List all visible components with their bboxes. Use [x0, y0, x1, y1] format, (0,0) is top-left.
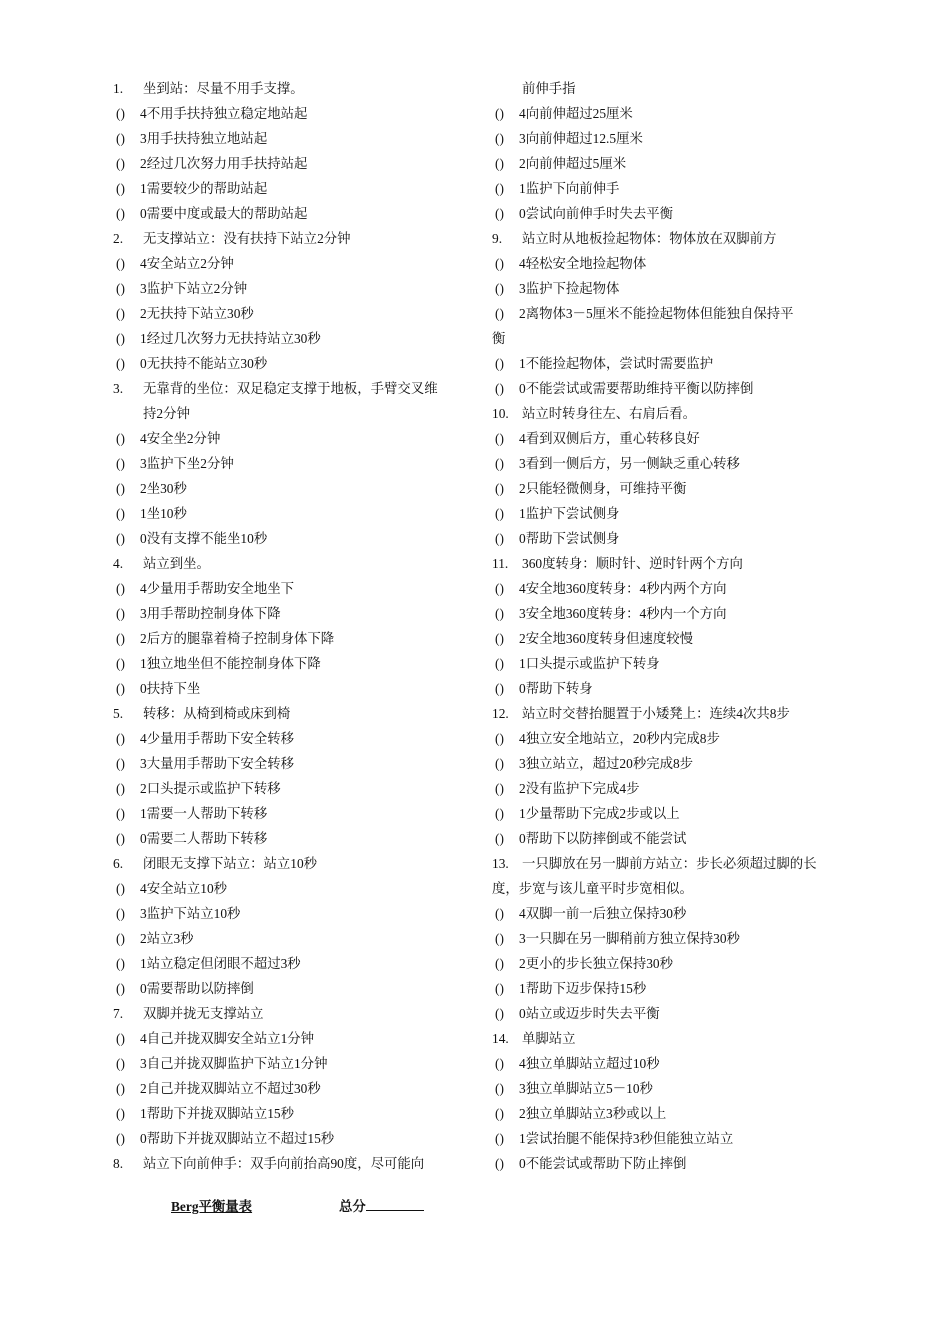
answer-option-text: 0不能尝试或需要帮助维持平衡以防摔倒 [519, 381, 754, 396]
answer-option [492, 826, 842, 851]
answer-checkbox[interactable] [495, 626, 519, 651]
answer-option [492, 451, 842, 476]
question-number: 7. [113, 1006, 124, 1021]
answer-option-text: 3监护下站立2分钟 [140, 281, 248, 296]
answer-checkbox[interactable] [116, 1076, 140, 1101]
answer-checkbox[interactable] [116, 901, 140, 926]
answer-option [492, 1101, 842, 1126]
answer-option-text: 2坐30秒 [140, 481, 187, 496]
answer-option-text: 2站立3秒 [140, 931, 194, 946]
answer-checkbox[interactable] [116, 751, 140, 776]
question-number: 14. [492, 1031, 509, 1046]
answer-checkbox[interactable] [495, 301, 519, 326]
question-text-continued: 前伸手指 [522, 81, 576, 96]
answer-option-text: 0帮助下转身 [519, 681, 593, 696]
answer-option [492, 376, 842, 401]
question-heading [113, 851, 473, 876]
answer-checkbox[interactable] [116, 826, 140, 851]
answer-option [113, 126, 473, 151]
answer-option-text: 1需要较少的帮助站起 [140, 181, 268, 196]
answer-option [492, 126, 842, 151]
answer-checkbox[interactable] [116, 776, 140, 801]
answer-checkbox[interactable] [116, 601, 140, 626]
answer-checkbox[interactable] [116, 301, 140, 326]
answer-checkbox[interactable] [116, 801, 140, 826]
answer-option-text: 4少量用手帮助安全地坐下 [140, 581, 294, 596]
answer-option-text: 4向前伸超过25厘米 [519, 106, 633, 121]
answer-option-text: 3用手扶持独立地站起 [140, 131, 268, 146]
question-text: 360度转身：顺时针、逆时针两个方向 [522, 556, 743, 571]
answer-option-text: 2没有监护下完成4步 [519, 781, 640, 796]
answer-option-text: 0站立或迈步时失去平衡 [519, 1006, 660, 1021]
answer-option [113, 251, 473, 276]
right-column [492, 76, 842, 1176]
answer-checkbox[interactable] [116, 626, 140, 651]
answer-option [492, 901, 842, 926]
answer-option [113, 326, 473, 351]
answer-option-text: 2后方的腿靠着椅子控制身体下降 [140, 631, 335, 646]
answer-option [113, 951, 473, 976]
answer-checkbox[interactable] [495, 1076, 519, 1101]
answer-option [492, 251, 842, 276]
answer-checkbox[interactable] [495, 151, 519, 176]
answer-option-text: 4独立单脚站立超过10秒 [519, 1056, 660, 1071]
answer-checkbox[interactable] [495, 901, 519, 926]
answer-checkbox[interactable] [495, 451, 519, 476]
answer-option-text: 0扶持下坐 [140, 681, 201, 696]
answer-checkbox[interactable] [495, 826, 519, 851]
answer-option [113, 276, 473, 301]
question-heading [492, 701, 842, 726]
answer-option [492, 751, 842, 776]
answer-checkbox[interactable] [116, 951, 140, 976]
answer-option [113, 876, 473, 901]
question-number: 3. [113, 381, 124, 396]
answer-option [492, 676, 842, 701]
answer-option [113, 476, 473, 501]
answer-checkbox[interactable] [495, 926, 519, 951]
answer-option-text: 3监护下捡起物体 [519, 281, 620, 296]
answer-option [113, 501, 473, 526]
question-number: 9. [492, 231, 503, 246]
answer-option [113, 926, 473, 951]
answer-option-text: 1帮助下并拢双脚站立15秒 [140, 1106, 294, 1121]
answer-checkbox[interactable] [116, 1126, 140, 1151]
question-text: 无靠背的坐位：双足稳定支撑于地板，手臂交叉维 [143, 381, 438, 396]
question-heading [492, 401, 842, 426]
answer-option-text: 3用手帮助控制身体下降 [140, 606, 281, 621]
answer-option [113, 1076, 473, 1101]
answer-option [492, 276, 842, 301]
answer-checkbox[interactable] [495, 501, 519, 526]
answer-checkbox[interactable] [495, 1001, 519, 1026]
answer-option-text: 3独立单脚站立5－10秒 [519, 1081, 653, 1096]
question-text: 坐到站：尽量不用手支撑。 [143, 81, 304, 96]
answer-option-text: 0帮助下以防摔倒或不能尝试 [519, 831, 687, 846]
answer-checkbox[interactable] [495, 1151, 519, 1176]
answer-option [113, 826, 473, 851]
answer-option [492, 726, 842, 751]
answer-option [492, 776, 842, 801]
answer-checkbox[interactable] [495, 601, 519, 626]
answer-option-text: 1监护下尝试侧身 [519, 506, 620, 521]
answer-checkbox[interactable] [116, 576, 140, 601]
answer-checkbox[interactable] [495, 351, 519, 376]
answer-option-text: 3一只脚在另一脚稍前方独立保持30秒 [519, 931, 740, 946]
answer-option [492, 976, 842, 1001]
question-number: 6. [113, 856, 124, 871]
question-text: 一只脚放在另一脚前方站立：步长必须超过脚的长 [522, 856, 817, 871]
answer-option [113, 351, 473, 376]
answer-checkbox[interactable] [116, 651, 140, 676]
answer-option-text: 1帮助下迈步保持15秒 [519, 981, 647, 996]
question-text: 站立时转身往左、右肩后看。 [522, 406, 697, 421]
answer-option [492, 1051, 842, 1076]
answer-option [113, 651, 473, 676]
answer-option-text: 0需要二人帮助下转移 [140, 831, 268, 846]
answer-option [113, 1101, 473, 1126]
question-number: 8. [113, 1156, 124, 1171]
text-continued: 衡 [492, 331, 506, 346]
total-score-blank [366, 1196, 424, 1211]
answer-option [113, 1126, 473, 1151]
answer-option-text: 4轻松安全地捡起物体 [519, 256, 647, 271]
answer-checkbox[interactable] [495, 776, 519, 801]
question-text: 转移：从椅到椅或床到椅 [143, 706, 291, 721]
question-text: 双脚并拢无支撑站立 [143, 1006, 264, 1021]
answer-checkbox[interactable] [495, 126, 519, 151]
answer-option [492, 951, 842, 976]
answer-option-text: 3独立站立，超过20秒完成8步 [519, 756, 694, 771]
answer-option-text: 2只能轻微侧身，可维持平衡 [519, 481, 687, 496]
answer-checkbox[interactable] [116, 926, 140, 951]
answer-checkbox[interactable] [495, 276, 519, 301]
answer-option-text: 1经过几次努力无扶持站立30秒 [140, 331, 321, 346]
answer-option-text: 3看到一侧后方，另一侧缺乏重心转移 [519, 456, 740, 471]
answer-checkbox[interactable] [495, 1101, 519, 1126]
answer-option [113, 451, 473, 476]
answer-checkbox[interactable] [116, 476, 140, 501]
answer-option-text: 1监护下向前伸手 [519, 181, 620, 196]
question-heading [492, 226, 842, 251]
question-number: 11. [492, 556, 509, 571]
answer-option [113, 426, 473, 451]
answer-option-text: 0需要中度或最大的帮助站起 [140, 206, 308, 221]
question-text: 站立下向前伸手：双手向前抬高90度，尽可能向 [143, 1156, 425, 1171]
answer-option-text: 2离物体3－5厘米不能捡起物体但能独自保持平 [519, 306, 794, 321]
question-number: 5. [113, 706, 124, 721]
answer-option [492, 176, 842, 201]
answer-option [113, 726, 473, 751]
answer-option [113, 976, 473, 1001]
answer-option [492, 601, 842, 626]
question-heading [113, 1001, 473, 1026]
answer-checkbox[interactable] [116, 251, 140, 276]
answer-option-text: 4不用手扶持独立稳定地站起 [140, 106, 308, 121]
answer-checkbox[interactable] [116, 1026, 140, 1051]
answer-option-text: 0没有支撑不能坐10秒 [140, 531, 268, 546]
answer-option-text: 3安全地360度转身：4秒内一个方向 [519, 606, 727, 621]
answer-option [113, 1026, 473, 1051]
answer-option [113, 526, 473, 551]
question-number: 4. [113, 556, 124, 571]
answer-checkbox[interactable] [116, 151, 140, 176]
answer-option-text: 2向前伸超过5厘米 [519, 156, 627, 171]
answer-option-text: 2经过几次努力用手扶持站起 [140, 156, 308, 171]
answer-option-text: 1少量帮助下完成2步或以上 [519, 806, 680, 821]
text-continued: 度，步宽与该儿童平时步宽相似。 [492, 881, 693, 896]
answer-option [492, 1151, 842, 1176]
answer-checkbox[interactable] [116, 726, 140, 751]
answer-option [492, 476, 842, 501]
answer-checkbox[interactable] [116, 1101, 140, 1126]
answer-option-text: 3自己并拢双脚监护下站立1分钟 [140, 1056, 328, 1071]
answer-checkbox[interactable] [495, 251, 519, 276]
answer-checkbox[interactable] [116, 126, 140, 151]
question-number: 13. [492, 856, 509, 871]
answer-checkbox[interactable] [116, 1051, 140, 1076]
answer-checkbox[interactable] [495, 951, 519, 976]
answer-checkbox[interactable] [495, 976, 519, 1001]
answer-option [113, 176, 473, 201]
question-number: 1. [113, 81, 124, 96]
answer-option [113, 301, 473, 326]
question-heading [113, 376, 473, 401]
answer-option-text: 0无扶持不能站立30秒 [140, 356, 268, 371]
question-text: 站立到坐。 [143, 556, 210, 571]
question-heading [492, 851, 842, 876]
answer-option-text: 4看到双侧后方，重心转移良好 [519, 431, 700, 446]
answer-checkbox[interactable] [495, 476, 519, 501]
answer-option [492, 801, 842, 826]
answer-option [113, 776, 473, 801]
answer-option-text: 4安全站立10秒 [140, 881, 228, 896]
answer-option-text: 2更小的步长独立保持30秒 [519, 956, 673, 971]
question-number: 10. [492, 406, 509, 421]
answer-option [492, 1076, 842, 1101]
answer-checkbox[interactable] [495, 376, 519, 401]
answer-option [113, 601, 473, 626]
answer-option [492, 501, 842, 526]
question-text: 单脚站立 [522, 1031, 576, 1046]
question-text: 站立时从地板捡起物体：物体放在双脚前方 [522, 231, 777, 246]
question-heading [113, 551, 473, 576]
question-number: 12. [492, 706, 509, 721]
answer-option [492, 101, 842, 126]
answer-checkbox[interactable] [495, 426, 519, 451]
answer-checkbox[interactable] [116, 501, 140, 526]
answer-option-text: 0帮助下并拢双脚站立不超过15秒 [140, 1131, 335, 1146]
answer-option-text: 3监护下坐2分钟 [140, 456, 234, 471]
answer-option-text: 4双脚一前一后独立保持30秒 [519, 906, 687, 921]
answer-checkbox[interactable] [116, 326, 140, 351]
question-text: 无支撑站立：没有扶持下站立2分钟 [143, 231, 351, 246]
question-heading [113, 1151, 473, 1176]
answer-checkbox[interactable] [116, 426, 140, 451]
answer-checkbox[interactable] [495, 801, 519, 826]
answer-option [492, 526, 842, 551]
answer-option [113, 801, 473, 826]
answer-option [492, 626, 842, 651]
answer-option-text: 4自己并拢双脚安全站立1分钟 [140, 1031, 315, 1046]
answer-option-text: 2独立单脚站立3秒或以上 [519, 1106, 667, 1121]
answer-option [113, 751, 473, 776]
answer-option [492, 651, 842, 676]
answer-option-text: 0帮助下尝试侧身 [519, 531, 620, 546]
answer-checkbox[interactable] [116, 876, 140, 901]
footer [0, 1196, 950, 1220]
answer-checkbox[interactable] [495, 176, 519, 201]
answer-option [492, 576, 842, 601]
answer-option [492, 201, 842, 226]
question-text: 闭眼无支撑下站立：站立10秒 [143, 856, 318, 871]
question-text-continued: 持2分钟 [143, 406, 190, 421]
answer-option-text: 3大量用手帮助下安全转移 [140, 756, 294, 771]
question-heading [492, 551, 842, 576]
answer-checkbox[interactable] [116, 101, 140, 126]
answer-checkbox[interactable] [116, 276, 140, 301]
answer-checkbox[interactable] [495, 651, 519, 676]
answer-option-text: 4独立安全地站立，20秒内完成8步 [519, 731, 720, 746]
answer-checkbox[interactable] [116, 976, 140, 1001]
answer-option-text: 4安全地360度转身：4秒内两个方向 [519, 581, 727, 596]
answer-checkbox[interactable] [116, 676, 140, 701]
answer-option [113, 1051, 473, 1076]
answer-option [492, 1001, 842, 1026]
answer-option-text: 1需要一人帮助下转移 [140, 806, 268, 821]
answer-checkbox[interactable] [495, 726, 519, 751]
answer-option [492, 301, 842, 326]
answer-option-text: 2口头提示或监护下转移 [140, 781, 281, 796]
answer-option [492, 1126, 842, 1151]
question-heading [492, 1026, 842, 1051]
answer-option [113, 901, 473, 926]
answer-option-text: 3向前伸超过12.5厘米 [519, 131, 643, 146]
answer-option-text: 3监护下站立10秒 [140, 906, 241, 921]
question-number: 2. [113, 231, 124, 246]
answer-option-text: 1不能捡起物体，尝试时需要监护 [519, 356, 714, 371]
answer-option [113, 151, 473, 176]
answer-checkbox[interactable] [495, 201, 519, 226]
answer-option [113, 626, 473, 651]
question-text: 站立时交替抬腿置于小矮凳上：连续4次共8步 [522, 706, 790, 721]
answer-option [492, 426, 842, 451]
answer-checkbox[interactable] [495, 1051, 519, 1076]
answer-option-text: 0不能尝试或帮助下防止摔倒 [519, 1156, 687, 1171]
answer-checkbox[interactable] [116, 176, 140, 201]
answer-option [492, 151, 842, 176]
answer-option-text: 1站立稳定但闭眼不超过3秒 [140, 956, 301, 971]
answer-option [492, 351, 842, 376]
answer-checkbox[interactable] [495, 526, 519, 551]
answer-option-text: 4安全坐2分钟 [140, 431, 221, 446]
answer-checkbox[interactable] [495, 676, 519, 701]
answer-option-text: 2安全地360度转身但速度较慢 [519, 631, 694, 646]
answer-option-text: 1坐10秒 [140, 506, 187, 521]
answer-option-text: 1口头提示或监护下转身 [519, 656, 660, 671]
answer-checkbox[interactable] [116, 526, 140, 551]
answer-checkbox[interactable] [116, 201, 140, 226]
answer-checkbox[interactable] [495, 751, 519, 776]
answer-option [113, 101, 473, 126]
answer-option [113, 576, 473, 601]
answer-option-text: 0需要帮助以防摔倒 [140, 981, 254, 996]
total-score [339, 1196, 424, 1215]
answer-checkbox[interactable] [495, 101, 519, 126]
answer-option-text: 1独立地坐但不能控制身体下降 [140, 656, 321, 671]
answer-checkbox[interactable] [116, 451, 140, 476]
question-heading [113, 226, 473, 251]
answer-option [492, 926, 842, 951]
answer-checkbox[interactable] [495, 1126, 519, 1151]
answer-checkbox[interactable] [116, 351, 140, 376]
left-column [113, 76, 473, 1176]
answer-option [113, 676, 473, 701]
total-score-label: 总分 [339, 1199, 366, 1214]
question-heading [113, 76, 473, 101]
answer-option-text: 4少量用手帮助下安全转移 [140, 731, 294, 746]
answer-option [113, 201, 473, 226]
answer-option-text: 1尝试抬腿不能保持3秒但能独立站立 [519, 1131, 734, 1146]
answer-option-text: 2自己并拢双脚站立不超过30秒 [140, 1081, 321, 1096]
answer-option-text: 0尝试向前伸手时失去平衡 [519, 206, 673, 221]
answer-checkbox[interactable] [495, 576, 519, 601]
answer-option-text: 2无扶持下站立30秒 [140, 306, 254, 321]
answer-option-text: 4安全站立2分钟 [140, 256, 234, 271]
question-heading [113, 701, 473, 726]
scale-title: Berg平衡量表 [171, 1199, 253, 1214]
